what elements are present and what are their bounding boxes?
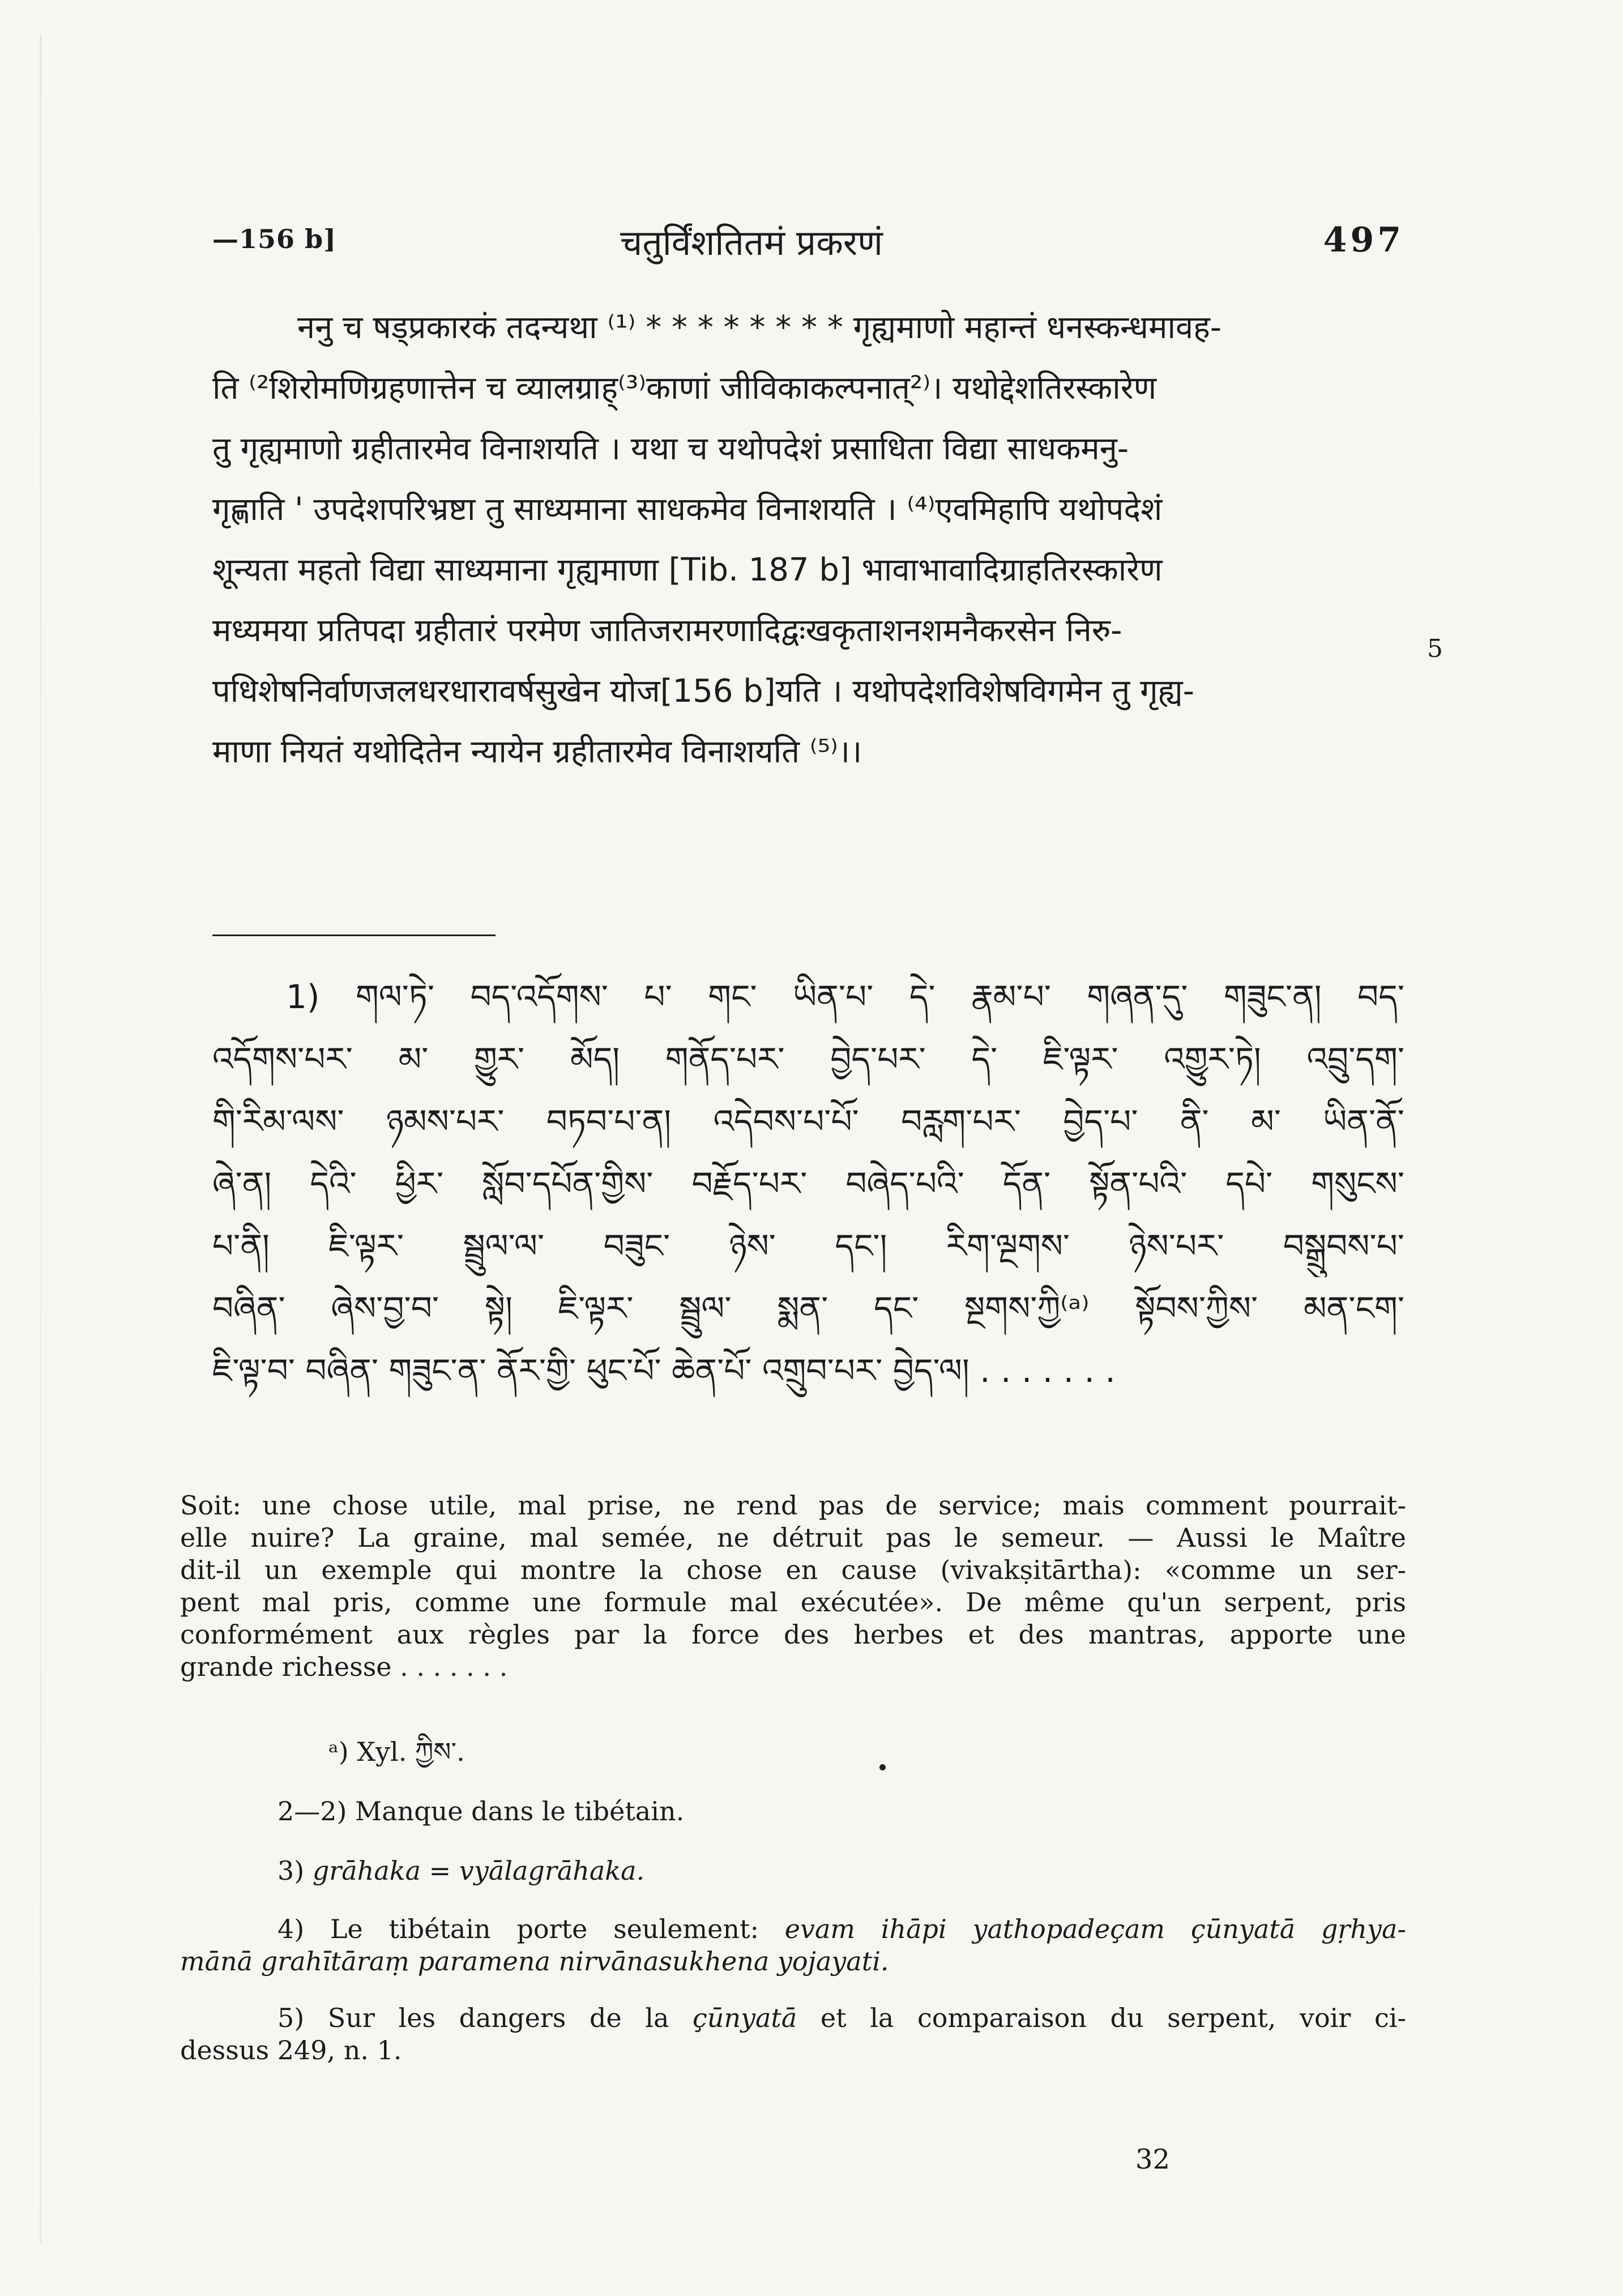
french-line: grande richesse . . . . . . . [180,1651,508,1682]
header-reference: —156 b] [212,224,336,254]
tibetan-line: པ་ནི། ཇི་ལྟར་ སྦྲུལ་ལ་ བཟུང་ ཉེས་ དང་། རིག་ལྔགས་ ཉེས་པར་ བསྒྲུབས་པ་ [212,1227,1404,1265]
note-4-line [180,1945,1406,1978]
note-5-text: 5) Sur les dangers de la [277,2003,693,2033]
note-3-term: vyālagrāhaka. [459,1855,645,1886]
sanskrit-line: मध्यमया प्रतिपदा ग्रहीतारं परमेण जातिजरामरणादिद्वःखकृताशनशमनैकरसेन निरु- [212,612,1122,649]
note-5 [180,2002,1406,2067]
note-4-line [180,1913,1406,1945]
french-line: conformément aux règles par la force des herbes et des mantras, apporte une [180,1619,1406,1650]
note-5-line: dessus 249, n. 1. [180,2035,402,2065]
sanskrit-line: शून्यता महतो विद्या साध्यमाना गृह्यमाणा [Tib. 187 b] भावाभावादिग्राहतिरस्कारेण [212,552,1163,588]
tibetan-footnote [212,966,1404,1402]
sanskrit-line: ति ⁽²शिरोमणिग्रहणात्तेन च व्यालग्राह्⁽³⁾काणां जीविकाकल्पनात्²⁾। यथोद्देशतिरस्कारेण [212,370,1157,407]
tibetan-line: གི་རིམ་ལས་ ཉམས་པར་ བཏབ་པ་ན། འདེབས་པ་པོ་ བརླག་པར་ བྱེད་པ་ ནི་ མ་ ཡིན་ནོ་ [212,1102,1404,1141]
sanskrit-line: ननु च षड्प्रकारकं तदन्यथा ⁽¹⁾ * * * * * * * * गृह्यमाणो महान्तं धनस्कन्धमावह- [297,309,1222,346]
french-line: pent mal pris, comme une formule mal exécutée». De même qu'un serpent, pris [180,1587,1406,1618]
note-3-equals: = [421,1855,459,1886]
note-3 [277,1855,644,1887]
page-number: 497 [1323,220,1404,260]
footnote-rule [212,934,496,936]
print-speck [879,1764,886,1770]
tibetan-line: འདོགས་པར་ མ་ གྱུར་ མོད། གནོད་པར་ བྱེད་པར་ དེ་ ཇི་ལྟར་ འགྱུར་ཏེ། འབྲུ་དག་ [212,1040,1404,1078]
french-translation [180,1490,1406,1683]
french-line: elle nuire? La graine, mal semée, ne détruit pas le semeur. — Aussi le Maître [180,1522,1406,1553]
sanskrit-line: पधिशेषनिर्वाणजलधरधारावर्षसुखेन योज[156 b]यति । यथोपदेशविशेषविगमेन तु गृह्य- [212,673,1194,710]
note-5-term: çūnyatā [692,2003,797,2033]
note-4 [180,1913,1406,1978]
chapter-title: चतुर्विंशतितमं प्रकरणं [620,222,883,263]
scan-edge [40,34,41,2243]
french-line: Soit: une chose utile, mal prise, ne rend pas de service; mais comment pourrait- [180,1490,1406,1521]
note-3-number: 3) [277,1855,313,1886]
sanskrit-text [212,297,1404,782]
sanskrit-line: तु गृह्यमाणो ग्रहीतारमेव विनाशयति । यथा च यथोपदेशं प्रसाधिता विद्या साधकमनु- [212,430,1129,467]
note-5-line [180,2002,1406,2034]
note-a: ᵃ) Xyl. ཀྱིས་. [328,1736,465,1767]
sanskrit-line: माणा नियतं यथोदितेन न्यायेन ग्रहीतारमेव विनाशयति ⁽⁵⁾।। [212,733,862,770]
note-5-text: et la comparaison du serpent, voir ci- [797,2003,1406,2033]
tibetan-line: ཇི་ལྟ་བ་ བཞིན་ གཟུང་ན་ ནོར་གྱི་ ཕུང་པོ་ ཆེན་པོ་ འགྲུབ་པར་ བྱེད་ལ། . . . . . . . [212,1351,1116,1390]
running-header [212,218,1404,269]
line-number: 5 [1427,634,1443,663]
note-3-term: grāhaka [312,1855,421,1886]
tibetan-line: 1) གལ་ཏེ་ བད་འདོགས་ པ་ གང་ ཡིན་པ་ དེ་ རྣམ་པ་ གཞན་དུ་ གཟུང་ན། བད་ [286,978,1404,1016]
note-4-quote: evam ihāpi yathopadeçam çūnyatā gṛhya- [784,1914,1406,1944]
tibetan-line: ཞེ་ན། དེའི་ ཕྱིར་ སློབ་དཔོན་གྱིས་ བརྗོད་པར་ བཞེད་པའི་ དོན་ སྟོན་པའི་ དཔེ་ གསུངས་ [212,1164,1404,1203]
tibetan-line: བཞིན་ ཞེས་བྱ་བ་ སྟེ། ཇི་ལྟར་ སྦྲུལ་ སྨན་ དང་ སྔགས་ཀྱི⁽ᵃ⁾ སྟོབས་ཀྱིས་ མན་ངག་ [212,1289,1404,1328]
signature-mark: 32 [1135,2144,1171,2175]
note-2: 2—2) Manque dans le tibétain. [277,1796,685,1826]
french-line: dit-il un exemple qui montre la chose en cause (vivakṣitārtha): «comme un ser- [180,1555,1406,1585]
note-4-quote: mānā grahītāraṃ paramena nirvānasukhena yojayati. [180,1946,889,1977]
note-4-text: 4) Le tibétain porte seulement: [277,1914,785,1944]
sanskrit-line: गृह्णाति ' उपदेशपरिभ्रष्टा तु साध्यमाना साधकमेव विनाशयति । ⁽⁴⁾एवमिहापि यथोपदेशं [212,491,1163,528]
